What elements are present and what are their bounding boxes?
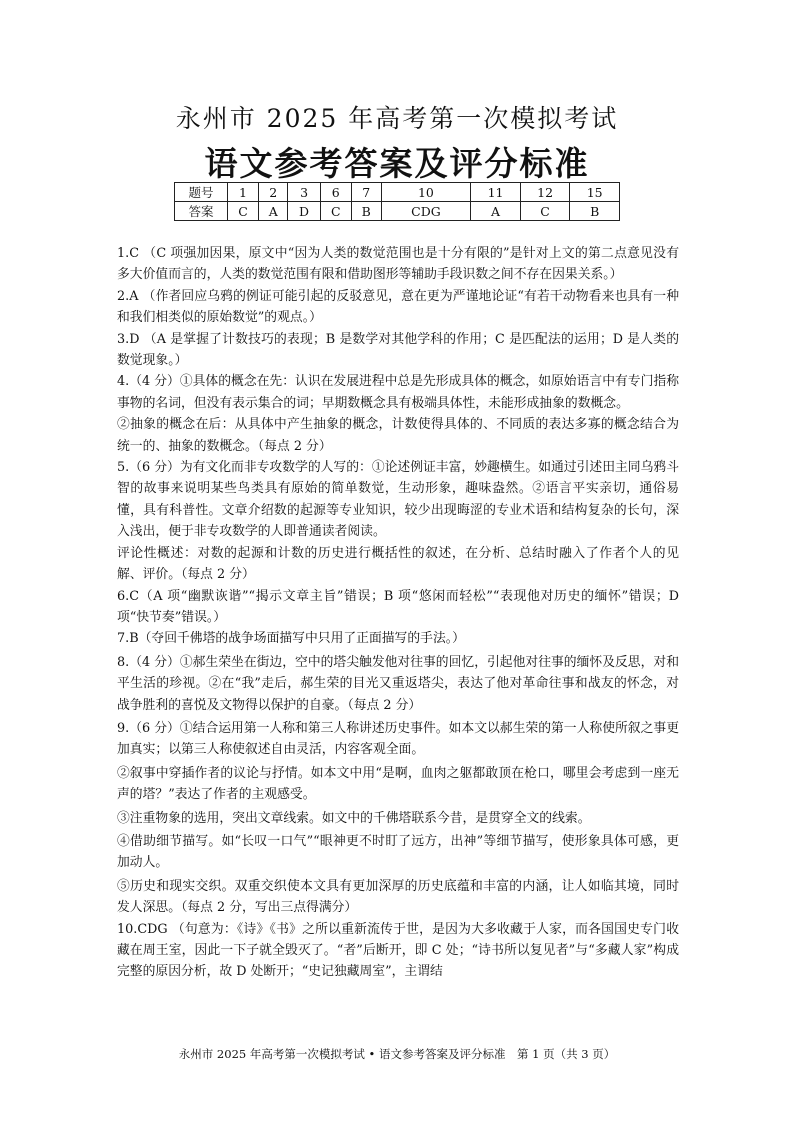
answer-cell: C bbox=[320, 202, 351, 221]
document-title: 语文参考答案及评分标准 bbox=[204, 144, 590, 183]
row-label-question: 题号 bbox=[175, 183, 228, 202]
question-number-row bbox=[175, 183, 620, 202]
answer-cell: D bbox=[288, 202, 320, 221]
answer-cell: C bbox=[520, 202, 570, 221]
answer-q5-point2: 评论性概述：对数的起源和计数的历史进行概括性的叙述，在分析、总结时融入了作者个人的见解、评价。（每点 2 分） bbox=[117, 545, 679, 583]
answer-q5: 5.（6 分）为有文化而非专攻数学的人写的：①论述例证丰富，妙趣横生。如通过引述田主同乌鸦斗智的故事来说明某些鸟类具有原始的简单数觉，生动形象，趣味盎然。②语言平实亲切，通俗易懂，具有科普性。文章介绍数的起源等专业知识，较少出现晦涩的专业术语和结构复杂的长句，深入浅出，便于非专攻数学的人即普通读者阅读。 bbox=[117, 460, 679, 540]
answer-q2: 2.A （作者回应乌鸦的例证可能引起的反驳意见，意在更为严谨地论证“有若干动物看来也具有一种和我们相类似的原始数觉”的观点。） bbox=[117, 288, 679, 326]
exam-title: 永州市 2025 年高考第一次模拟考试 bbox=[175, 104, 619, 133]
question-number: 11 bbox=[471, 183, 521, 202]
question-number: 7 bbox=[351, 183, 381, 202]
question-number: 15 bbox=[570, 183, 620, 202]
answer-q3: 3.D （A 是掌握了计数技巧的表现；B 是数学对其他学科的作用；C 是匹配法的运用；D 是人类的数觉现象。） bbox=[117, 331, 679, 369]
answer-cell: CDG bbox=[381, 202, 471, 221]
answer-cell: A bbox=[259, 202, 288, 221]
question-number: 10 bbox=[381, 183, 471, 202]
row-label-answer: 答案 bbox=[175, 202, 228, 221]
answer-explanations bbox=[117, 243, 679, 983]
answer-q9-point3: ③注重物象的选用，突出文章线索。如文中的千佛塔联系今昔，是贯穿全文的线索。 bbox=[117, 810, 591, 826]
question-number: 12 bbox=[520, 183, 570, 202]
answer-q4-point2: ②抽象的概念在后：从具体中产生抽象的概念，计数使得具体的、不同质的表达多寡的概念结合为统一的、抽象的数概念。（每点 2 分） bbox=[117, 417, 679, 454]
answer-cell: C bbox=[228, 202, 259, 221]
answer-q9-point5: ⑤历史和现实交织。双重交织使本文具有更加深厚的历史底蕴和丰富的内涵，让人如临其境，同时发人深思。（每点 2 分，写出三点得满分） bbox=[117, 878, 679, 916]
answer-q7: 7.B（夺回千佛塔的战争场面描写中只用了正面描写的手法。） bbox=[117, 631, 465, 647]
question-number: 6 bbox=[320, 183, 351, 202]
answer-q1: 1.C （C 项强加因果，原文中“因为人类的数觉范围也是十分有限的”是针对上文的第二点意见没有多大价值而言的，人类的数觉范围有限和借助图形等辅助手段识数之间不存在因果关系。） bbox=[117, 246, 679, 283]
answer-table bbox=[174, 182, 620, 221]
question-number: 3 bbox=[288, 183, 320, 202]
answer-cell: B bbox=[351, 202, 381, 221]
question-number: 1 bbox=[228, 183, 259, 202]
answer-q9-point2: ②叙事中穿插作者的议论与抒情。如本文中用“是啊，血肉之躯都敢顶在枪口，哪里会考虑到一座无声的塔？”表达了作者的主观感受。 bbox=[117, 765, 679, 803]
answer-q8: 8.（4 分）①郝生荣坐在街边，空中的塔尖触发他对往事的回忆，引起他对往事的缅怀及反思，对和平生活的珍视。②在“我”走后，郝生荣的目光又重返塔尖，表达了他对革命往事和战友的怀念，对战争胜利的喜悦及文物得以保护的自豪。（每点 2 分） bbox=[117, 654, 679, 713]
answer-q4: 4.（4 分）①具体的概念在先：认识在发展进程中总是先形成具体的概念，如原始语言中有专门指称事物的名词，但没有表示集合的词；早期数概念具有极端具体性，未能形成抽象的数概念。 bbox=[117, 374, 679, 411]
question-number: 2 bbox=[259, 183, 288, 202]
answer-cell: B bbox=[570, 202, 620, 221]
page-footer: 永州市 2025 年高考第一次模拟考试 • 语文参考答案及评分标准 第 1 页（共 3 页） bbox=[178, 1047, 616, 1061]
answer-q9-point4: ④借助细节描写。如“长叹一口气”“眼神更不时盯了远方，出神”等细节描写，使形象具体可感，更加动人。 bbox=[117, 833, 679, 871]
answer-q9: 9.（6 分）①结合运用第一人称和第三人称讲述历史事件。如本文以郝生荣的第一人称使所叙之事更加真实；以第三人称使叙述自由灵活，内容客观全面。 bbox=[117, 720, 679, 758]
answer-q6: 6.C（A 项“幽默诙谐”“揭示文章主旨”错误；B 项“悠闲而轻松”“表现他对历史的缅怀”错误；D 项“快节奏”错误。） bbox=[117, 588, 679, 625]
answer-q10: 10.CDG （句意为：《诗》《书》之所以重新流传于世，是因为大多收藏于人家，而各国国史专门收藏在周王室，因此一下子就全毁灭了。“者”后断开，即 C 处；“诗书所以复见者”与“多藏人家”构成完整的原因分析，故 D 处断开；“史记独藏周室”，主谓结 bbox=[117, 921, 679, 980]
answer-row bbox=[175, 202, 620, 221]
answer-cell: A bbox=[471, 202, 521, 221]
